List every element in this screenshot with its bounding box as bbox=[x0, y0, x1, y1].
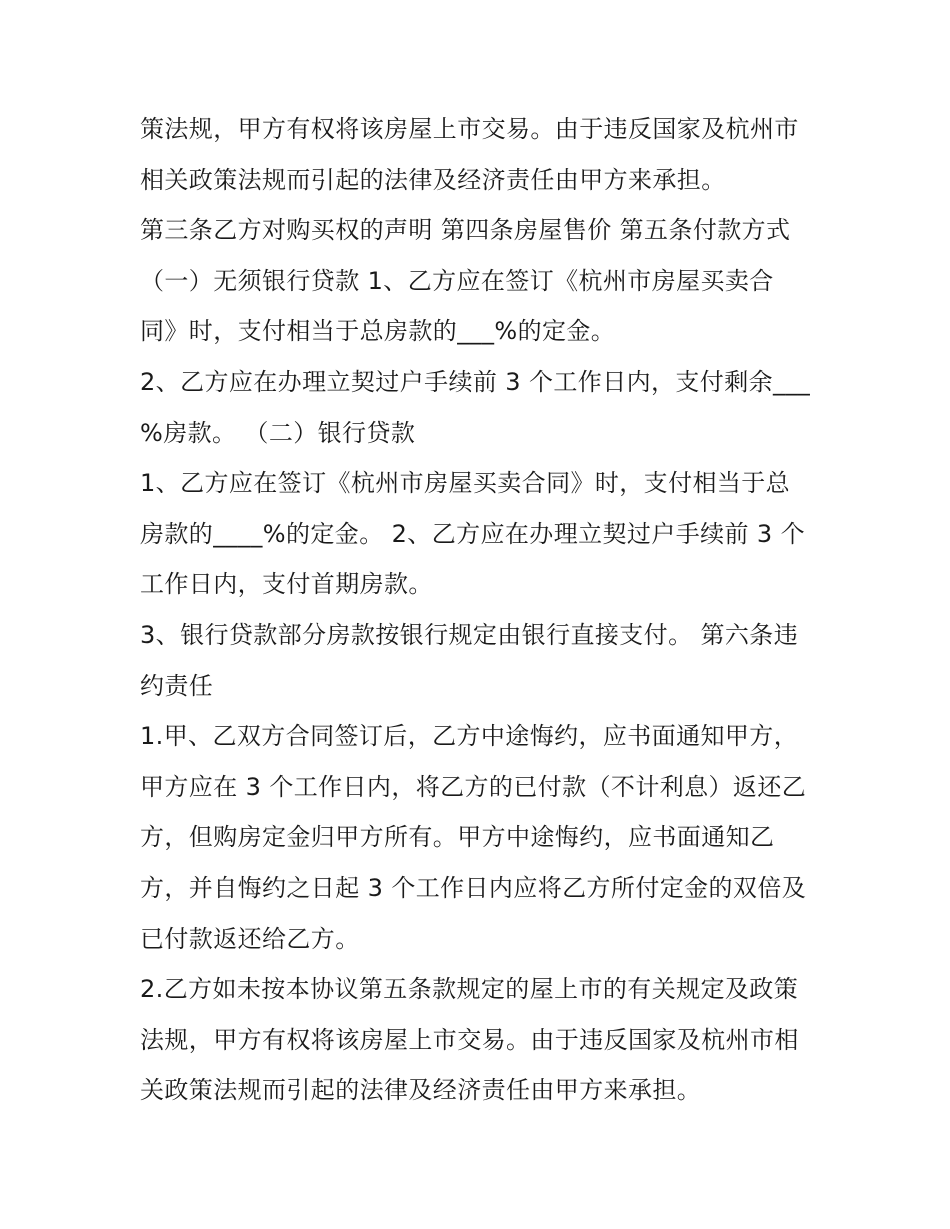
text-line: 相关政策法规而引起的法律及经济责任由甲方来承担。 bbox=[140, 165, 726, 194]
paragraph-1 bbox=[140, 104, 816, 205]
document-body bbox=[140, 104, 816, 1116]
paragraph-3 bbox=[140, 357, 816, 458]
paragraph-4 bbox=[140, 458, 816, 610]
text-line: 3、银行贷款部分房款按银行规定由银行直接支付。 第六条违 bbox=[140, 620, 799, 649]
text-line: 甲方应在 3 个工作日内，将乙方的已付款（不计利息）返还乙 bbox=[140, 772, 807, 801]
text-line: 第三条乙方对购买权的声明 第四条房屋售价 第五条付款方式 bbox=[140, 216, 791, 245]
text-line: 已付款返还给乙方。 bbox=[140, 924, 360, 953]
text-line: （一）无须银行贷款 1、乙方应在签订《杭州市房屋买卖合 bbox=[140, 266, 774, 295]
text-line: 同》时，支付相当于总房款的___%的定金。 bbox=[140, 317, 616, 346]
paragraph-6 bbox=[140, 711, 816, 964]
text-line: 法规，甲方有权将该房屋上市交易。由于违反国家及杭州市相 bbox=[140, 1025, 799, 1054]
text-line: 方，但购房定金归甲方所有。甲方中途悔约，应书面通知乙 bbox=[140, 823, 775, 852]
paragraph-5 bbox=[140, 610, 816, 711]
text-line: 约责任 bbox=[140, 671, 214, 700]
text-line: 工作日内，支付首期房款。 bbox=[140, 570, 433, 599]
text-line: 1.甲、乙双方合同签订后，乙方中途悔约，应书面通知甲方， bbox=[140, 722, 799, 751]
paragraph-2 bbox=[140, 205, 816, 357]
text-line: %房款。 （二）银行贷款 bbox=[140, 418, 416, 447]
text-line: 方，并自悔约之日起 3 个工作日内应将乙方所付定金的双倍及 bbox=[140, 873, 807, 902]
text-line: 策法规，甲方有权将该房屋上市交易。由于违反国家及杭州市 bbox=[140, 115, 799, 143]
text-line: 关政策法规而引起的法律及经济责任由甲方来承担。 bbox=[140, 1076, 702, 1105]
text-line: 2.乙方如未按本协议第五条款规定的屋上市的有关规定及政策 bbox=[140, 975, 799, 1004]
text-line: 1、乙方应在签订《杭州市房屋买卖合同》时，支付相当于总 bbox=[140, 469, 791, 498]
paragraph-7 bbox=[140, 964, 816, 1116]
text-line: 房款的____%的定金。 2、乙方应在办理立契过户手续前 3 个 bbox=[140, 519, 806, 548]
text-line: 2、乙方应在办理立契过户手续前 3 个工作日内，支付剩余___ bbox=[140, 367, 811, 396]
